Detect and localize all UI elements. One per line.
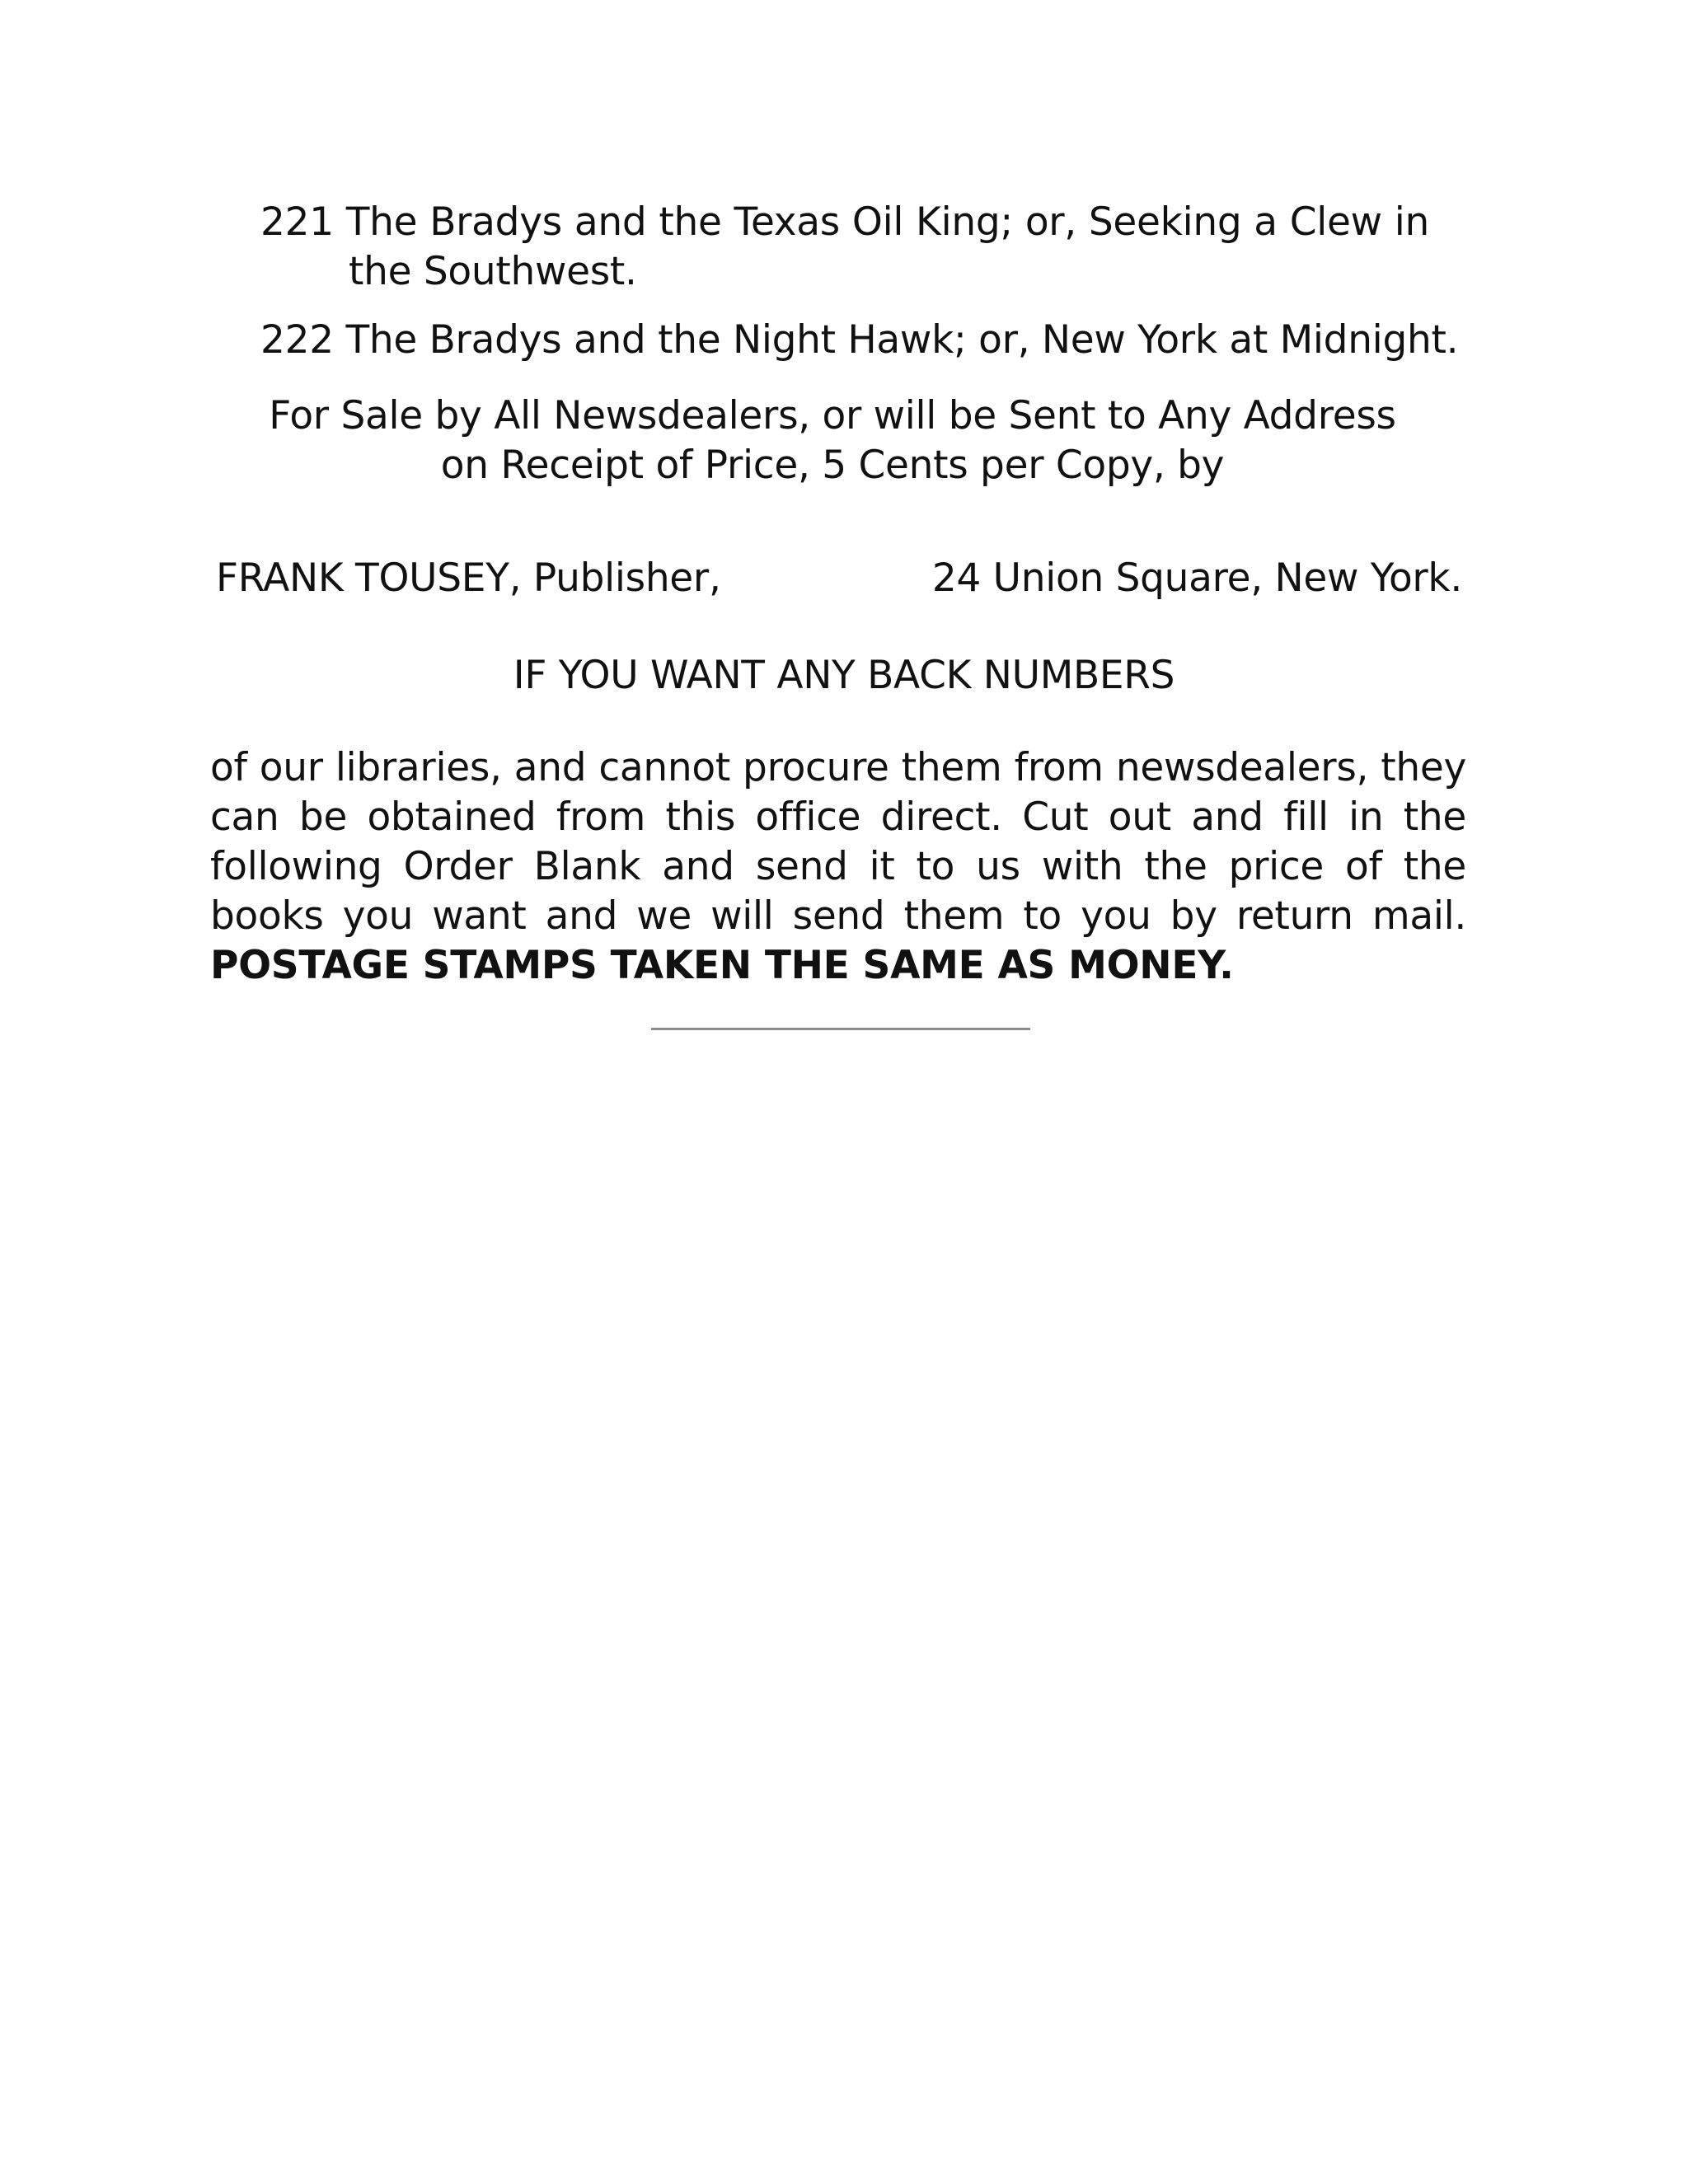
postage-stamps-emphasis: POSTAGE STAMPS TAKEN THE SAME AS MONEY. <box>210 943 1234 988</box>
back-numbers-heading: IF YOU WANT ANY BACK NUMBERS <box>513 653 1175 698</box>
back-numbers-body: of our libraries, and cannot procure them from newsdealers, they can be obtained from this office direct. Cut out and fill in the following Order Blank and send it to us with the price of the books you want and we will send them to you by return mail. <box>210 745 1466 939</box>
sale-notice: For Sale by All Newsdealers, or will be Sent to Any Address on Receipt of Price, 5 Cents per Copy, by <box>269 393 1396 488</box>
back-numbers-paragraph <box>210 743 1466 991</box>
catalog-entry-222: 222 The Bradys and the Night Hawk; or, New York at Midnight. <box>260 317 1459 363</box>
section-divider <box>651 1028 1030 1030</box>
publisher-name: FRANK TOUSEY, Publisher, <box>216 555 721 601</box>
publisher-address: 24 Union Square, New York. <box>931 555 1462 601</box>
catalog-entry-221: 221 The Bradys and the Texas Oil King; or, Seeking a Clew in the Southwest. <box>260 199 1429 294</box>
publisher-line <box>216 554 1462 603</box>
